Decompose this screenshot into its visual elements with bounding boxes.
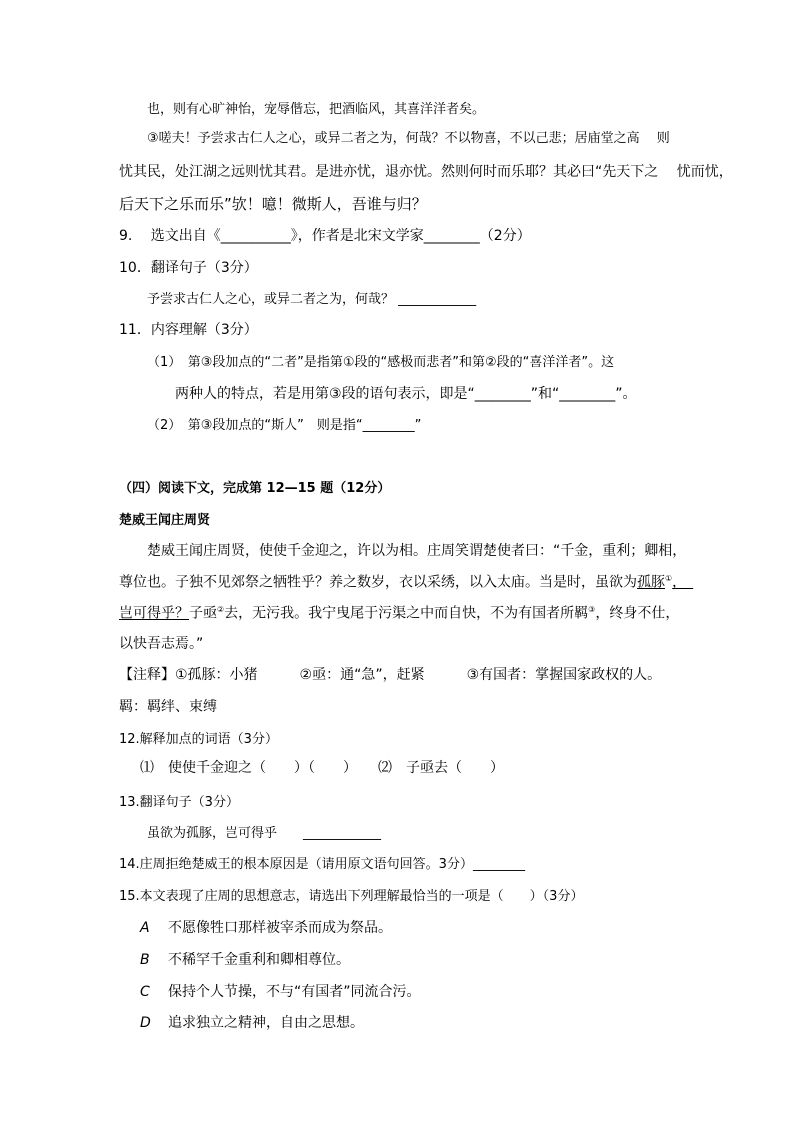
- section-heading: （四）阅读下文，完成第 12—15 题（12分）: [119, 481, 391, 496]
- option-d: [140, 1015, 364, 1032]
- option-text: 不愿像牲口那样被宰杀而成为祭品。: [168, 920, 392, 936]
- passage-line: ③嗟夫！予尝求古仁人之心，或异二者之为，何哉？不以物喜，不以己悲；居庙堂之高 则: [147, 131, 670, 146]
- underline-blank: ，: [672, 574, 694, 591]
- question-12-title: 12.解释加点的词语（3分）: [119, 732, 278, 747]
- passage-title: 楚威王闻庄周贤: [119, 513, 211, 528]
- passage-line: [119, 605, 679, 622]
- question-11-part1-cont: 两种人的特点，若是用第③段的语句表示，即是“________”和“________”。: [175, 386, 637, 402]
- footnote-marker: ③: [588, 605, 596, 614]
- notes-line: 【注释】①孤豚：小猪 ②亟：通“急”，赶紧 ③有国者：掌握国家政权的人。: [119, 667, 662, 683]
- option-letter: C: [140, 984, 150, 1000]
- option-text: 不稀罕千金重利和卿相尊位。: [168, 952, 350, 968]
- option-letter: B: [140, 952, 150, 968]
- option-letter: D: [140, 1015, 151, 1031]
- option-letter: A: [140, 920, 150, 936]
- passage-line: 楚威王闻庄周贤，使使千金迎之，许以为相。庄周笑谓楚使者曰：“千金，重利；卿相，: [147, 543, 687, 559]
- question-13-title: 13.翻译句子（3分）: [119, 795, 239, 810]
- footnote-marker: ②: [217, 605, 225, 614]
- question-13-sentence: 虽欲为孤豚，岂可得乎 ____________: [147, 826, 382, 841]
- footnote-marker: ①: [665, 574, 673, 583]
- question-14: 14.庄周拒绝楚威王的根本原因是（请用原文语句回答。3分）________: [119, 857, 525, 872]
- underlined-text: 岂可得乎？: [119, 605, 189, 622]
- underlined-text: 孤豚: [637, 574, 665, 591]
- passage-line: 以快吾志焉。”: [119, 636, 204, 652]
- passage-text: ，终身不仕，: [595, 605, 680, 622]
- option-c: [140, 984, 421, 1001]
- passage-line: 后天下之乐而乐”欤！噫！微斯人，吾谁与归？: [119, 195, 427, 213]
- option-b: [140, 952, 350, 969]
- option-text: 追求独立之精神，自由之思想。: [168, 1015, 364, 1031]
- question-15-title: 15.本文表现了庄周的思想意志，请选出下列理解最恰当的一项是（ ）（3分）: [119, 889, 584, 904]
- question-11-part1: （1） 第③段加点的“二者”是指第①段的“感极而悲者”和第②段的“喜洋洋者”。这: [147, 355, 615, 370]
- passage-line: 也，则有心旷神怡，宠辱偕忘，把酒临风，其喜洋洋者矣。: [147, 102, 486, 117]
- question-9: 9. 选文出自《__________》，作者是北宋文学家________（2分）: [119, 228, 531, 244]
- passage-line: [119, 574, 693, 591]
- option-text: 保持个人节操，不与“有国者”同流合污。: [168, 984, 421, 1000]
- question-10-title: 10．翻译句子（3分）: [119, 260, 258, 276]
- passage-text: 尊位也。子独不见郊祭之牺牲乎？养之数岁，衣以采绣，以入太庙。当是时，虽欲为: [119, 574, 637, 591]
- question-10-sentence: 予尝求古仁人之心，或异二者之为，何哉？ ____________: [147, 292, 477, 307]
- passage-text: 子亟: [189, 605, 217, 622]
- passage-line: 忧其民，处江湖之远则忧其君。是进亦忧，退亦忧。然则何时而乐耶？其必曰“先天下之 忧而忧，: [119, 164, 733, 180]
- question-12-items: ⑴ 使使千金迎之（ ）（ ） ⑵ 子亟去（ ）: [140, 760, 504, 776]
- option-a: [140, 920, 392, 937]
- notes-line: 羁：羁绊、束缚: [119, 699, 217, 715]
- question-11-part2: （2） 第③段加点的“斯人” 则是指“________”: [147, 418, 422, 433]
- passage-text: 去，无污我。我宁曳尾于污渠之中而自快，不为有国者所羁: [224, 605, 589, 622]
- question-11-title: 11．内容理解（3分）: [119, 322, 258, 338]
